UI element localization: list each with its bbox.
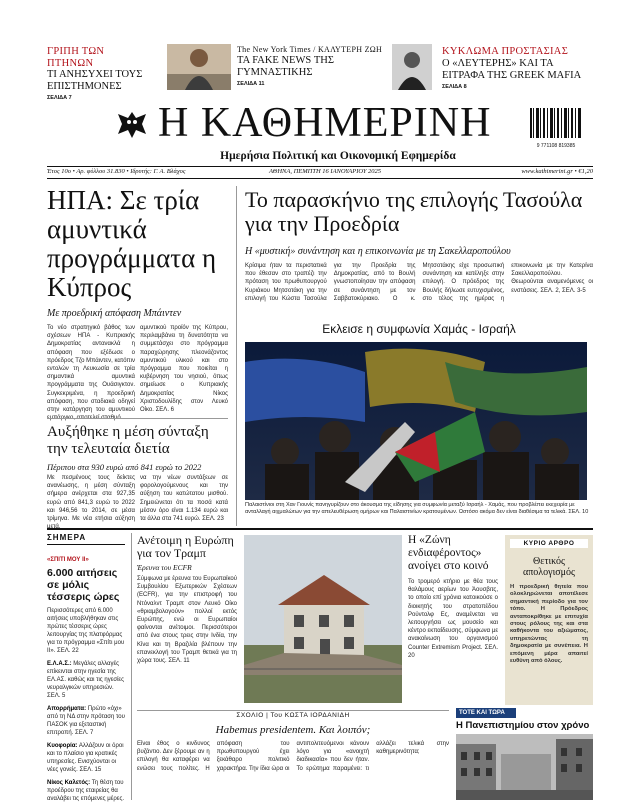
street-image <box>456 734 593 800</box>
lead-right-headline[interactable]: Το παρασκήνιο της επιλογής Τασούλα για την Προεδρία <box>245 187 583 236</box>
masthead-subtitle: Ημερήσια Πολιτική και Οικονομική Εφημερίδα <box>220 150 456 162</box>
simera-kicker: «ΣΠΙΤΙ ΜΟΥ ΙΙ» <box>47 557 89 563</box>
simera-headline[interactable]: 6.000 αιτήσεις σε μόλις τέσσερις ώρες <box>47 567 120 603</box>
teaser-headline: ΤΙ ΑΝΗΣΥΧΕΙ ΤΟΥΣ ΕΠΙΣΤΗΜΟΝΕΣ <box>47 69 143 93</box>
zone-body: Το τρομερό κτήριο με θέα τους θαλάμους αερίων του Άουσβιτς, το οποίο επί χρόνια κατοικούσε ο διοικητής του στρατοπέδου Ρούντολφ Ες, αναμένεται να λειτουργήσει ως μουσείο και κέντρο εκπαίδευσης, σύμφωνα με ανακοίνωση του οργανισμού Counter Extremism Project. ΣΕΛ. 20 <box>408 579 498 659</box>
brief-title: Ε.Λ.Α.Σ.: <box>47 661 72 667</box>
lead-right-deck: Η «μυστική» συνάντηση και η επικοινωνία με τη Σακελλαροπούλου <box>245 246 511 257</box>
brief-text: Πρώτο «όχι» από τη ΝΔ στην πρόταση του ΠΑΣΟΚ για εξεταστική επιτροπή. ΣΕΛ. 7 <box>47 706 125 736</box>
brief-item[interactable] <box>47 705 125 737</box>
auschwitz-house-photo <box>244 535 402 703</box>
brief-title: Νίκος Καλετός: <box>47 780 91 786</box>
photo-main-title: Εκλεισε η συμφωνία Χαμάς - Ισραήλ <box>322 322 516 336</box>
then-now-headline[interactable]: Η Πανεπιστημίου στον χρόνο <box>456 720 590 731</box>
building-image <box>244 535 402 703</box>
teaser-kicker: ΚΥΚΛΩΜΑ ΠΡΟΣΤΑΣΙΑΣ <box>442 46 569 57</box>
europe-deck: Έρευνα του ECFR <box>137 563 192 572</box>
teaser-mafia[interactable] <box>442 46 592 90</box>
lead-left-body-col2: αμυντικού προϊόν της Κύπρου, περιλαμβάνει τη δυνατότητα να συμμετάσχει στο πρόγραμμα παραχώρησης πλεονάζοντος αμυντικού υλικού και στο πρόγραμμα που ποιείται η κυβέρνηση του νησιού, όπως σημείωσε ο Κυπριακής Δημοκρατίας Νίκος Χριστοδουλίδης στον Λευκό Οίκο. ΣΕΛ. 6 <box>140 325 228 414</box>
brief-title: Απορρήματα: <box>47 706 87 712</box>
section-simera <box>47 533 125 800</box>
pension-body-col1: Με πεσμένους τους δείκτες ανανέωσης, η μέση σύνταξη σήμερα ανέρχεται στα 927,35 ευρώ από 841,3 ευρώ το 2022 και 946,56 το 2014, σε μέσα τρίμηνα. Με νέα ετήσια αύξηση <box>47 475 135 523</box>
brief-item[interactable] <box>47 779 125 803</box>
simera-body: Περισσότερες από 6.000 αιτήσεις υποβλήθηκαν στις πρώτες τέσσερις ώρες λειτουργίας της πλατφόρμας για το πρόγραμμα «Σπίτι μου ΙΙ». ΣΕΛ. 22 <box>47 608 125 654</box>
dateline-right: www.kathimerini.gr • €1,20 <box>521 168 593 175</box>
then-now-label: ΤΟΤΕ ΚΑΙ ΤΩΡΑ <box>456 708 516 718</box>
dateline-left: Έτος 10ο • Αρ. φύλλου 31.830 • Ιδρυτής: Γ. Α. Βλάχος <box>47 168 186 175</box>
teaser-nyt[interactable] <box>237 46 387 87</box>
pension-body-col2: να την νέων συντάξεων σε φορολογούμενους και την αύξηση του κατώτατου μισθού. Σημειώνεται ότι τα ποσά κατά μέσον όρο είναι 1.134 ευρώ και τα άλλα στα 741 ευρώ. ΣΕΛ. 23 <box>140 475 228 523</box>
teaser-page: ΣΕΛΙΔΑ 11 <box>237 80 265 87</box>
brief-item[interactable] <box>47 660 125 700</box>
teaser-bird-flu[interactable] <box>47 46 147 101</box>
lead-left-deck: Με προεδρική απόφαση Μπάιντεν <box>47 308 182 319</box>
scholio-label: ΣΧΟΛΙΟ | Του ΚΩΣΤΑ ΙΟΡΔΑΝΙΔΗ <box>236 712 350 719</box>
lead-left-body-col1: Το νέο στρατηγικό βάθος των σχέσεων ΗΠΑ - Κυπριακής Δημοκρατίας αντανακλά η απόφαση που εξέδωσε ο πρόεδρος Τζο Μπάιντεν, κατόπιν εντολών τη Λευκωσία σε τρία σημαντικά αμυντικά προγράμματα της Ουάσιγκτον. Συγκεκριμένα, η προεδρική απόφαση, που σταδιακά οδηγεί στην κατάργηση του αμυντικού <box>47 325 135 414</box>
scholio-headline[interactable]: Habemus presidentem. Και λοιπόν; <box>215 724 371 736</box>
teaser-page: ΣΕΛΙΔΑ 8 <box>442 83 467 90</box>
panepistimiou-photo <box>456 734 593 800</box>
woman-image <box>167 44 231 90</box>
opinion-body: Η προεδρική θητεία που ολοκληρώνεται αποτέλεσε σημαντική περίοδο για τον τόπο. Η Πρόεδρος ανταποκρίθηκε με επιτυχία στους ρόλους της και στα καθήκοντα του αξιώματος, υπηρετώντας τη δημοκρατία με συνέπεια. Η επόμενη μέρα απαιτεί ευθύνη από όλους. <box>510 584 588 665</box>
teaser-kicker: ΓΡΙΠΗ ΤΩΝ ΠΤΗΝΩΝ <box>47 46 105 69</box>
opinion-headline[interactable]: Θετικός απολογισμός <box>523 556 575 578</box>
opinion-box <box>505 535 593 705</box>
brief-item[interactable] <box>47 742 125 774</box>
zone-headline[interactable]: Η «Ζώνη ενδιαφέροντος» ανοίγει στο κοινό <box>408 534 489 572</box>
brief-title: Κυοφορία: <box>47 743 78 749</box>
pension-deck: Πέριπου στα 930 ευρώ από 841 ευρώ το 2022 <box>47 462 202 472</box>
simera-label: ΣΗΜΕΡΑ <box>47 533 125 545</box>
teaser-mafia-photo <box>392 44 432 90</box>
opinion-label: ΚΥΡΙΟ ΑΡΘΡΟ <box>510 539 588 548</box>
barcode <box>528 108 584 149</box>
europe-body: Σύμφωνα με έρευνα του Ευρωπαϊκού Συμβουλίου Εξωτερικών Σχέσεων (ECFR), για την επιστροφή του Ντόναλντ Τραμπ στον Λευκό Οίκο «θριαμβολογούν» πολλοί εκτός Ευρώπης, ενώ οι Ευρωπαίοι φαίνονται ανέτοιμοι. Περισσότεροι από ένα στους τρεις στην Ινδία, την Κίνα και τη Βραζιλία βλέπουν την επανεκλογή του Τραμπ θετικά για τη χώρα τους. ΣΕΛ. 11 <box>137 576 237 665</box>
europe-headline[interactable]: Ανέτοιμη η Ευρώπη για τον Τραμπ <box>137 533 234 560</box>
teaser-page: ΣΕΛΙΔΑ 7 <box>47 95 72 102</box>
photo-main-caption: Παλαιστίνιοι στη Χαν Γιουνίς πανηγυρίζουν στο άκουσμα της είδησης για συμφωνία μεταξύ Ισραήλ - Χαμάς, που προβλέπει εκεχειρία με ανταλλαγή αιχμαλώτων για την απελευθέρωση ομήρων και Παλαιστινίων κρατουμένων. Ωστόσο ακόμα δεν είναι διαθέσιμα τα τελικά. ΣΕΛ. 10 <box>245 502 589 515</box>
lead-left-headline[interactable]: ΗΠΑ: Σε τρία αμυντικά προγράμματα η Κύπρος <box>47 185 217 302</box>
owl-logo-icon <box>112 104 152 144</box>
dateline-date: ΑΘΗΝΑ, ΠΕΜΠΤΗ 16 ΙΑΝΟΥΑΡΙΟΥ 2025 <box>268 168 382 175</box>
crowd-image <box>245 342 587 500</box>
brief-text: Τη θέση του προέδρου της εταιρείας θα αναλάβει τις επόμενες μέρες. <box>47 780 124 802</box>
barcode-number: 9 771108 819385 <box>536 143 576 149</box>
teaser-kicker: The New York Times / ΚΑΛΥΤΕΡΗ ΖΩΗ <box>237 45 383 54</box>
pension-headline[interactable]: Αυξήθηκε η μέση σύνταξη την τελευταία διετία <box>47 424 209 457</box>
hamas-israel-photo <box>245 342 587 500</box>
scholio-body: Είναι έθος ο κινδυνος βυζάντιο. Δεν ξέρουμε αν η επιλογή θα καταφέρει να ενώσει τους πολίτες. Η απόφαση του πρωθυπουργού έχει ξεκάθαρο πολιτικό χαρακτήρα. Την ίδια ώρα οι αντιπολιτευόμενοι κάνουν λόγο για «ανοιχτή διαδικασία» που δεν ήταν. Το ερώτημα παραμένει: τι αλλάζει τελικά στην καθημερινότητα; <box>137 741 449 772</box>
brief-text: Μεγάλες αλλαγές επίκεινται στην ηγεσία της ΕΛ.ΑΣ. καθώς και τις ηγεσίες νευραλγικών υπηρεσιών. ΣΕΛ. 5 <box>47 661 124 699</box>
brief-text: Αλλάζουν οι όροι και το πλαίσιο για κρατικές υπηρεσίες. Ενισχύονται οι νέες γονείς. ΣΕΛ. 15 <box>47 743 124 773</box>
lead-right-body: Κρίσιμα ήταν τα περιστατικά που έθεσαν στο τραπέζι την πρόταση του πρωθυπουργού Κυριάκου Μητσοτάκη για την επιλογή του Κώστα Τασούλα για την Προεδρία της Δημοκρατίας, από το Βουλή γνωστοποίησαν την απόφαση σε συνάντηση με τον Σαββατοκύριακο. Ο κ. Μητσοτάκης είχε προσωπική συνάντηση και κατέληξε στην επιλογή. Ο πρόεδρος της Βουλής δήλωσε ευτυχισμένος, στο τέλος της ημέρας η επικοινωνία με την Κατερίνα Σακελλαροπούλου. Θεωρούνται αναμενόμενες οι ενστάσεις. ΣΕΛ. 2, ΣΕΛ. 3-5 <box>245 263 593 302</box>
masthead-title: Η ΚΑΘΗΜΕΡΙΝΗ <box>158 100 492 146</box>
man-image <box>392 44 432 90</box>
teaser-headline: Ο «ΛΕΥΤΕΡΗΣ» ΚΑΙ ΤΑ ΕΙΤΡΑΦΑ ΤΗΣ GREEK MAFIA <box>442 57 582 81</box>
teaser-headline: ΤΑ FAKE NEWS ΤΗΣ ΓΥΜΝΑΣΤΙΚΗΣ <box>237 54 334 78</box>
teaser-gym-photo <box>167 44 231 90</box>
